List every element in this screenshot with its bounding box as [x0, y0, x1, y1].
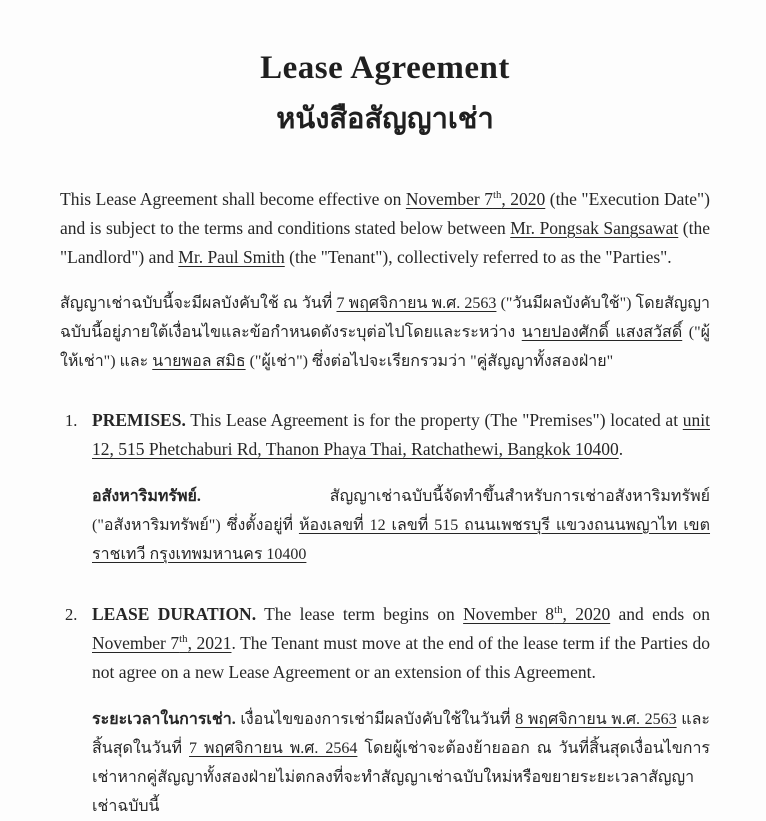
clause-item-lease-duration [60, 600, 710, 821]
text-segment: (the "Tenant"), collectively referred to as the "Parties". [284, 247, 672, 267]
clause-paragraph-th [92, 705, 710, 821]
text-segment: The lease term begins on [256, 604, 464, 624]
intro-paragraph-en [60, 185, 710, 272]
text-segment: Mr. Paul Smith [178, 247, 285, 267]
text-segment: th [554, 604, 563, 617]
document-title-thai: หนังสือสัญญาเช่า [276, 103, 494, 135]
clause-body [92, 600, 710, 821]
text-segment: และสิ้นสุดในวันที่ [92, 711, 710, 757]
text-segment: . The Tenant must move at the end of the lease term if the Parties do not agree on a new Lease Agreement or an extension of this Agreement. [92, 633, 711, 682]
text-segment: เงื่อนไขของการเช่ามีผลบังคับใช้ในวันที่ [235, 711, 516, 728]
text-segment: th [492, 189, 502, 202]
text-segment: PREMISES. [92, 410, 186, 430]
text-segment: 7 พฤศจิกายน พ.ศ. 2564 [189, 740, 358, 757]
document-title: Lease Agreement [260, 50, 510, 86]
text-segment: Mr. Pongsak Sangsawat [510, 218, 679, 238]
text-segment: , 2020 [501, 189, 546, 209]
clause-number: 1. [65, 411, 78, 430]
text-segment: นายปองศักดิ์ แสงสวัสดิ์ [521, 324, 683, 341]
text-segment: and ends on [610, 604, 711, 624]
text-segment: , 2020 [562, 604, 611, 624]
text-segment: (the "Execution Date") and is subject to the terms and conditions stated below between [60, 189, 710, 238]
text-segment: LEASE DURATION. [92, 604, 257, 624]
text-segment: unit 12, 515 Phetchaburi Rd, Thanon Phaya Thai, Ratchathewi, Bangkok 10400 [92, 410, 710, 459]
text-segment: นายพอล สมิธ [152, 353, 246, 370]
text-segment: , 2021 [187, 633, 232, 653]
text-segment: . [618, 439, 624, 459]
text-segment: สัญญาเช่าฉบับนี้จัดทำขึ้นสำหรับการเช่าอสังหาริมทรัพย์ ("อสังหาริมทรัพย์") ซึ่งตั้งอยู่ที่ [92, 488, 710, 534]
clause-number: 2. [65, 605, 78, 624]
text-segment: ("วันมีผลบังคับใช้") โดยสัญญาฉบับนี้อยู่ภายใต้เงื่อนไขและข้อกำหนดดังระบุต่อไปโดยและระหว่าง [60, 295, 711, 341]
text-segment: โดยผู้เช่าจะต้องย้ายออก ณ วันที่สิ้นสุดเงื่อนไขการเช่าหากคู่สัญญาทั้งสองฝ่ายไม่ตกลงที่จะทำสัญญาเช่าฉบับใหม่หรือขยายระยะเวลาสัญญาเช่าฉบับนี้ [92, 740, 711, 815]
text-segment: ระยะเวลาในการเช่า. [92, 711, 236, 728]
text-segment: ("ผู้ให้เช่า") และ [60, 324, 711, 370]
intro-paragraph-th [60, 289, 710, 376]
clause-paragraph-th [92, 482, 710, 569]
clause-paragraph-en [92, 600, 710, 687]
clause-paragraph-en [92, 406, 710, 464]
text-segment: 8 พฤศจิกายน พ.ศ. 2563 [515, 711, 677, 728]
text-segment: This Lease Agreement shall become effective on [60, 189, 406, 209]
clauses-list [60, 406, 710, 821]
clause-item-premises [60, 406, 710, 569]
text-segment: (the "Landlord") and [60, 218, 710, 267]
text-segment: ห้องเลขที่ 12 เลขที่ 515 ถนนเพชรบุรี แขวงถนนพญาไท เขตราชเทวี กรุงเทพมหานคร 10400 [92, 517, 711, 563]
text-segment: November 7 [405, 189, 493, 209]
text-segment: th [179, 633, 188, 646]
text-segment: 7 พฤศจิกายน พ.ศ. 2563 [336, 295, 497, 312]
text-segment: สัญญาเช่าฉบับนี้จะมีผลบังคับใช้ ณ วันที่ [60, 295, 337, 312]
text-segment: อสังหาริมทรัพย์. [92, 488, 201, 505]
clause-body [92, 406, 710, 569]
text-segment: This Lease Agreement is for the property (The "Premises") located at [185, 410, 683, 430]
text-segment: ("ผู้เช่า") ซึ่งต่อไปจะเรียกรวมว่า "คู่สัญญาทั้งสองฝ่าย" [245, 353, 614, 370]
text-segment: November 8 [463, 604, 555, 624]
text-segment: November 7 [92, 633, 180, 653]
